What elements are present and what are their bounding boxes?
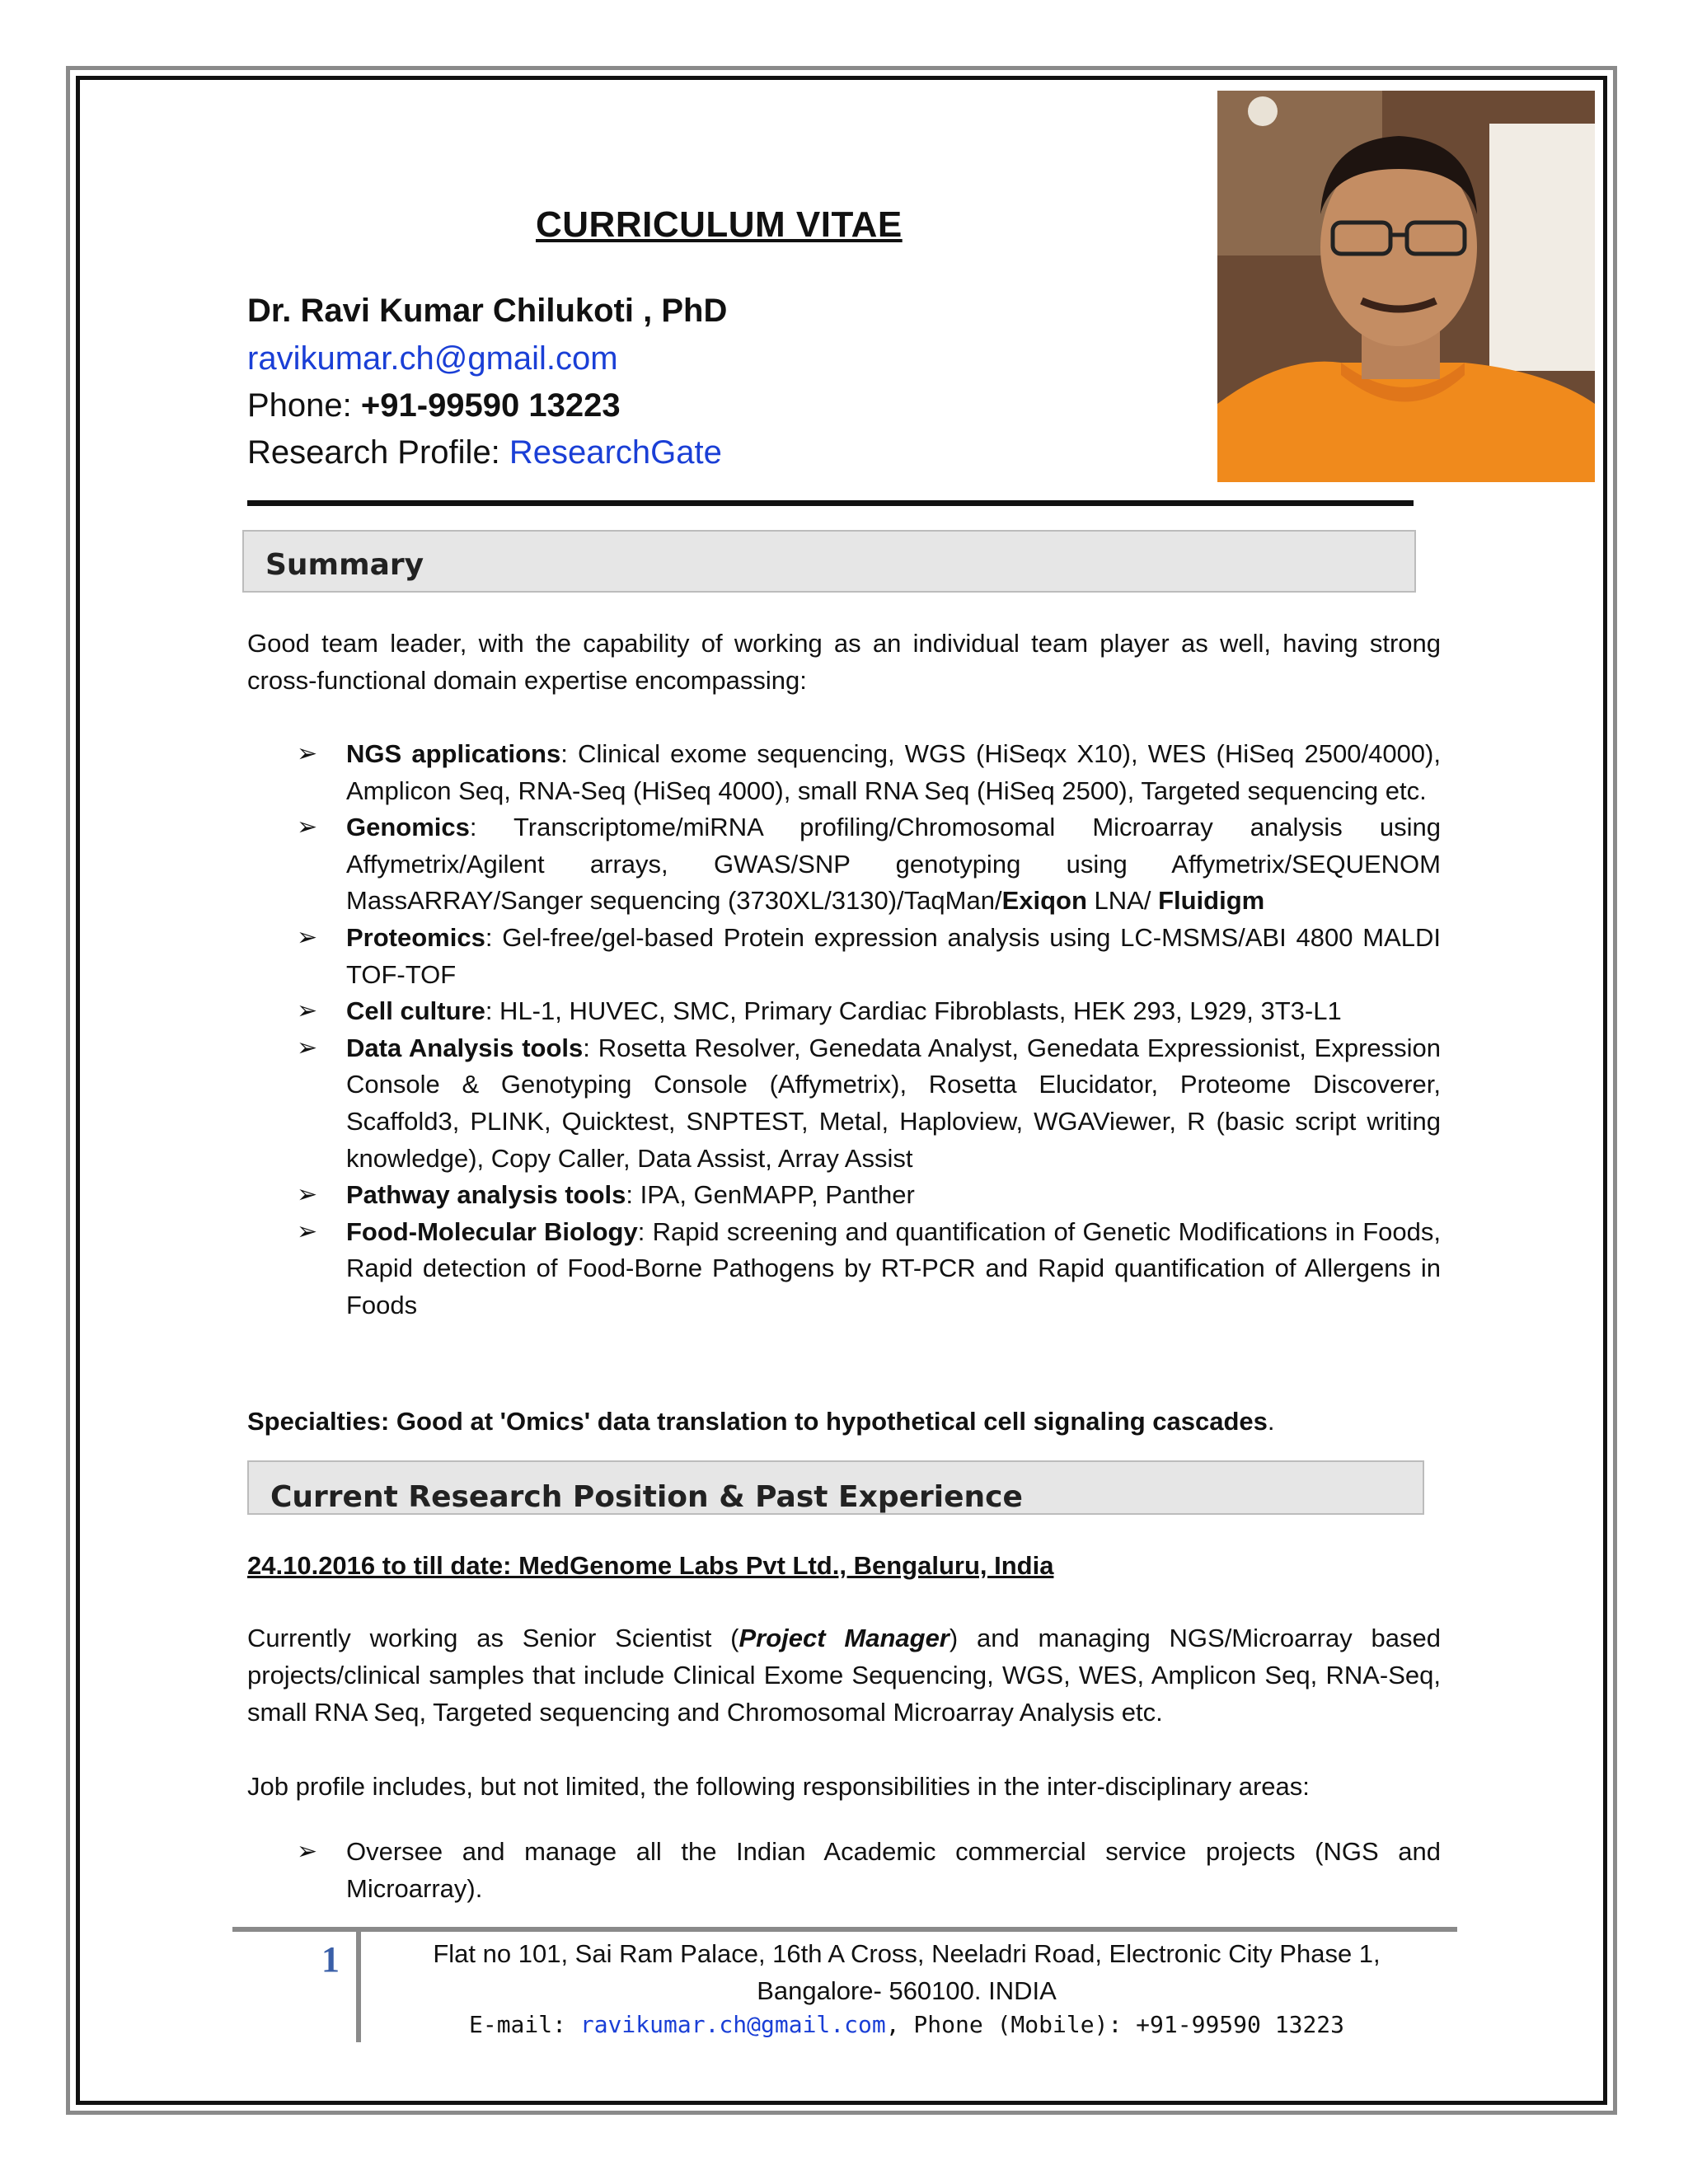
section-experience-heading: Current Research Position & Past Experience xyxy=(247,1460,1424,1515)
item-text: : Rosetta Resolver, Genedata Analyst, Genedata Expressionist, Expression Console & Genotyping Console (Affymetrix), Rosetta Elucidator, Proteome Discoverer, Scaffold3, PLINK, Quicktest, SNPTEST, Metal, Haploview, WGAViewer, R (basic script writing knowledge), Copy Caller, Data Assist, Array Assist xyxy=(346,1033,1441,1173)
list-item xyxy=(247,1214,1441,1324)
arrowhead-bullet-icon: ➢ xyxy=(297,813,318,841)
item-label: Proteomics xyxy=(346,922,485,952)
footer-email-link[interactable]: ravikumar.ch@gmail.com xyxy=(579,2011,886,2038)
item-bold: Fluidigm xyxy=(1158,886,1265,916)
job-title: 24.10.2016 to till date: MedGenome Labs Pvt Ltd., Bengaluru, India xyxy=(247,1551,1054,1580)
footer-phone: , Phone (Mobile): +91-99590 13223 xyxy=(885,2011,1345,2038)
specialties-line xyxy=(247,1403,1275,1440)
section-summary-heading: Summary xyxy=(242,530,1416,593)
arrowhead-bullet-icon: ➢ xyxy=(297,923,318,951)
list-item xyxy=(247,736,1441,809)
phone-value: +91-99590 13223 xyxy=(360,387,621,424)
item-text: : Clinical exome sequencing, WGS (HiSeqx X10), WES (HiSeq 2500/4000), Amplicon Seq, RNA-Seq (HiSeq 4000), small RNA Seq (HiSeq 2500), Targeted sequencing etc. xyxy=(346,739,1441,805)
item-label: Pathway analysis tools xyxy=(346,1180,626,1210)
footer-address: Flat no 101, Sai Ram Palace, 16th A Cross, Neeladri Road, Electronic City Phase 1, Bangalore- 560100. INDIA xyxy=(433,1939,1381,2005)
footer-email-label: E-mail: xyxy=(468,2011,580,2038)
current-role-title: Project Manager xyxy=(738,1624,950,1652)
research-profile-line xyxy=(247,434,722,471)
arrowhead-bullet-icon: ➢ xyxy=(297,1033,318,1062)
arrowhead-bullet-icon: ➢ xyxy=(297,1838,318,1865)
item-label: Cell culture xyxy=(346,996,485,1026)
item-label: Food-Molecular Biology xyxy=(346,1216,638,1246)
experience-list xyxy=(247,1834,1441,1907)
specialties-period: . xyxy=(1267,1407,1275,1436)
specialties-text: Specialties: Good at 'Omics' data translation to hypothetical cell signaling cascades xyxy=(247,1407,1268,1436)
profile-photo xyxy=(1217,91,1595,482)
list-item xyxy=(247,920,1441,993)
phone-line xyxy=(247,387,621,424)
item-text: Oversee and manage all the Indian Academic commercial service projects (NGS and Microarray). xyxy=(346,1837,1441,1903)
current-role-text: ) and managing NGS/Microarray based projects/clinical samples that include Clinical Exome Sequencing, WGS, WES, Amplicon Seq, RNA-Seq, small RNA Seq, Targeted sequencing and Chromosomal Microarray Analysis etc. xyxy=(247,1624,1441,1727)
item-label: Data Analysis tools xyxy=(346,1033,584,1062)
candidate-name: Dr. Ravi Kumar Chilukoti , PhD xyxy=(247,293,728,329)
footer-contact xyxy=(371,2011,1442,2038)
item-text: : HL-1, HUVEC, SMC, Primary Cardiac Fibroblasts, HEK 293, L929, 3T3-L1 xyxy=(485,996,1342,1026)
summary-list xyxy=(247,736,1441,1324)
footer-divider xyxy=(232,1927,1457,1932)
job-profile-paragraph: Job profile includes, but not limited, the following responsibilities in the inter-disciplinary areas: xyxy=(247,1772,1310,1801)
list-item xyxy=(247,1030,1441,1177)
phone-label: Phone: xyxy=(247,387,361,424)
list-item xyxy=(247,1834,1441,1907)
item-bold: Exiqon xyxy=(1001,886,1087,916)
item-text: : IPA, GenMAPP, Panther xyxy=(626,1180,915,1210)
page-number: 1 xyxy=(321,1939,340,1980)
arrowhead-bullet-icon: ➢ xyxy=(297,740,318,767)
current-role-text: Currently working as Senior Scientist ( xyxy=(247,1624,739,1652)
research-profile-label: Research Profile: xyxy=(247,434,509,471)
item-text: : Gel-free/gel-based Protein expression analysis using LC-MSMS/ABI 4800 MALDI TOF-TOF xyxy=(346,922,1441,989)
item-text: : Transcriptome/miRNA profiling/Chromosomal Microarray analysis using Affymetrix/Agilent arrays, GWAS/SNP genotyping using Affymetrix/SEQUENOM MassARRAY/Sanger sequencing (3730XL/3130)/TaqMan/ xyxy=(346,813,1441,916)
item-text: : Rapid screening and quantification of Genetic Modifications in Foods, Rapid detection of Food-Borne Pathogens by RT-PCR and Rapid quantification of Allergens in Foods xyxy=(346,1216,1441,1319)
arrowhead-bullet-icon: ➢ xyxy=(297,1217,318,1245)
list-item xyxy=(247,1177,1441,1214)
header-divider xyxy=(247,500,1414,506)
document-title: CURRICULUM VITAE xyxy=(536,204,903,245)
list-item xyxy=(247,993,1441,1030)
email-link[interactable]: ravikumar.ch@gmail.com xyxy=(247,340,618,377)
summary-intro: Good team leader, with the capability of working as an individual team player as well, having strong cross-functional domain expertise encompassing: xyxy=(247,629,1441,695)
current-role-paragraph xyxy=(247,1619,1441,1731)
item-label: Genomics xyxy=(346,813,470,842)
footer-vertical-divider xyxy=(356,1927,361,2042)
researchgate-link[interactable]: ResearchGate xyxy=(509,434,722,471)
item-text: LNA/ xyxy=(1086,886,1159,916)
list-item xyxy=(247,809,1441,920)
arrowhead-bullet-icon: ➢ xyxy=(297,997,318,1025)
item-label: NGS applications xyxy=(346,739,561,768)
arrowhead-bullet-icon: ➢ xyxy=(297,1181,318,1209)
